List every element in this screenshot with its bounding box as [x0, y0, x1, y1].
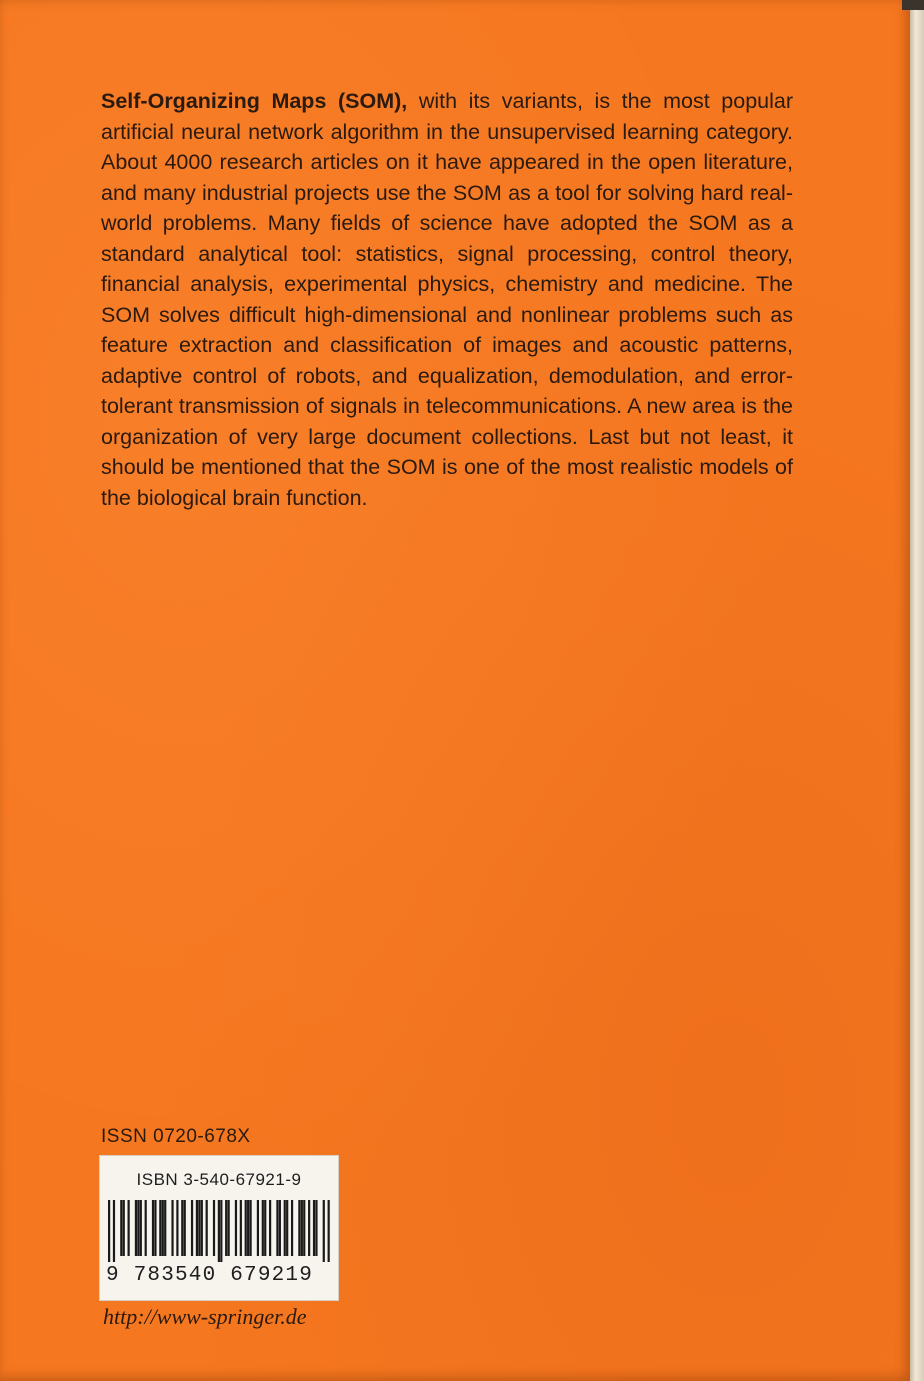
barcode-bar — [313, 1200, 315, 1256]
barcode-bar — [323, 1200, 325, 1262]
barcode-bar — [225, 1200, 227, 1256]
barcode-bar — [279, 1200, 281, 1256]
barcode-bar — [262, 1200, 264, 1256]
barcode-bar — [181, 1200, 183, 1256]
barcode-bar — [184, 1200, 186, 1256]
barcode-bar — [328, 1200, 330, 1262]
barcode-bar — [301, 1200, 303, 1256]
barcode-bar — [201, 1200, 203, 1256]
barcode-bar — [206, 1200, 208, 1256]
barcode-bar — [171, 1200, 173, 1256]
ean-digits: 9 783540 679219 — [106, 1264, 314, 1287]
barcode-bar — [135, 1200, 137, 1256]
barcode-bar — [196, 1200, 198, 1256]
description-text: with its variants, is the most popular artificial neural network algorithm in the unsupervised learning category. About 4000 research articles on it have appeared in the open literature, and many industrial projects use the SOM as a tool for solving hard real-world problems. Many fields of science have adopted the SOM as a standard analytical tool: statistics, signal processing, control theory, financial analysis, experimental physics, chemistry and medicine. The SOM solves difficult high-dimensional and nonlinear problems such as feature extraction and classification of images and acoustic patterns, adaptive control of robots, and equalization, demodulation, and error-tolerant transmission of signals in telecommunications. A new area is the organization of very large document collections. Last but not least, it should be mentioned that the SOM is one of the most realistic models of the biological brain function. — [101, 89, 793, 510]
barcode-bar — [140, 1200, 142, 1256]
barcode-bar — [213, 1200, 215, 1256]
barcode-bar — [286, 1200, 288, 1256]
barcode-bar — [308, 1200, 310, 1256]
description-paragraph — [101, 86, 793, 513]
publisher-url: http://www-springer.de — [103, 1304, 307, 1329]
barcode-bar — [108, 1200, 110, 1262]
barcode-bar — [235, 1200, 237, 1256]
barcode-bar — [191, 1200, 193, 1256]
barcode-bar — [291, 1200, 293, 1256]
barcode-bar — [123, 1200, 125, 1256]
barcode-bar — [154, 1200, 156, 1256]
barcode-bar — [159, 1200, 161, 1256]
barcode-bar — [245, 1200, 247, 1256]
barcode-bar — [176, 1200, 178, 1256]
issn-label: ISSN 0720-678X — [101, 1126, 251, 1147]
barcode-label — [99, 1155, 339, 1301]
barcode-bar — [113, 1200, 115, 1262]
barcode-bar — [198, 1200, 200, 1256]
barcode-bar — [152, 1200, 154, 1256]
barcode-bar — [257, 1200, 259, 1256]
barcode-bar — [269, 1200, 271, 1256]
barcode-bar — [298, 1200, 300, 1256]
barcode-bar — [220, 1200, 222, 1262]
description-bold-lead: Self-Organizing Maps (SOM), — [101, 89, 408, 113]
barcode-bar — [128, 1200, 130, 1256]
page-edge — [910, 0, 924, 1381]
barcode-bar — [240, 1200, 242, 1256]
isbn-label: ISBN 3-540-67921-9 — [136, 1170, 302, 1189]
barcode-bar — [120, 1200, 122, 1256]
barcode-bar — [303, 1200, 305, 1256]
barcode-bar — [247, 1200, 249, 1256]
barcode-bar — [137, 1200, 139, 1256]
barcode-bar — [218, 1200, 220, 1262]
barcode-bar — [264, 1200, 266, 1256]
barcode-bar — [164, 1200, 166, 1256]
barcode-image — [108, 1200, 330, 1262]
barcode-bar — [162, 1200, 164, 1256]
barcode-bar — [284, 1200, 286, 1256]
barcode-bar — [315, 1200, 317, 1256]
barcode-bar — [228, 1200, 230, 1256]
barcode-bar — [249, 1200, 251, 1256]
barcode-bar — [145, 1200, 147, 1256]
barcode-bar — [276, 1200, 278, 1256]
corner-mark — [902, 0, 924, 10]
